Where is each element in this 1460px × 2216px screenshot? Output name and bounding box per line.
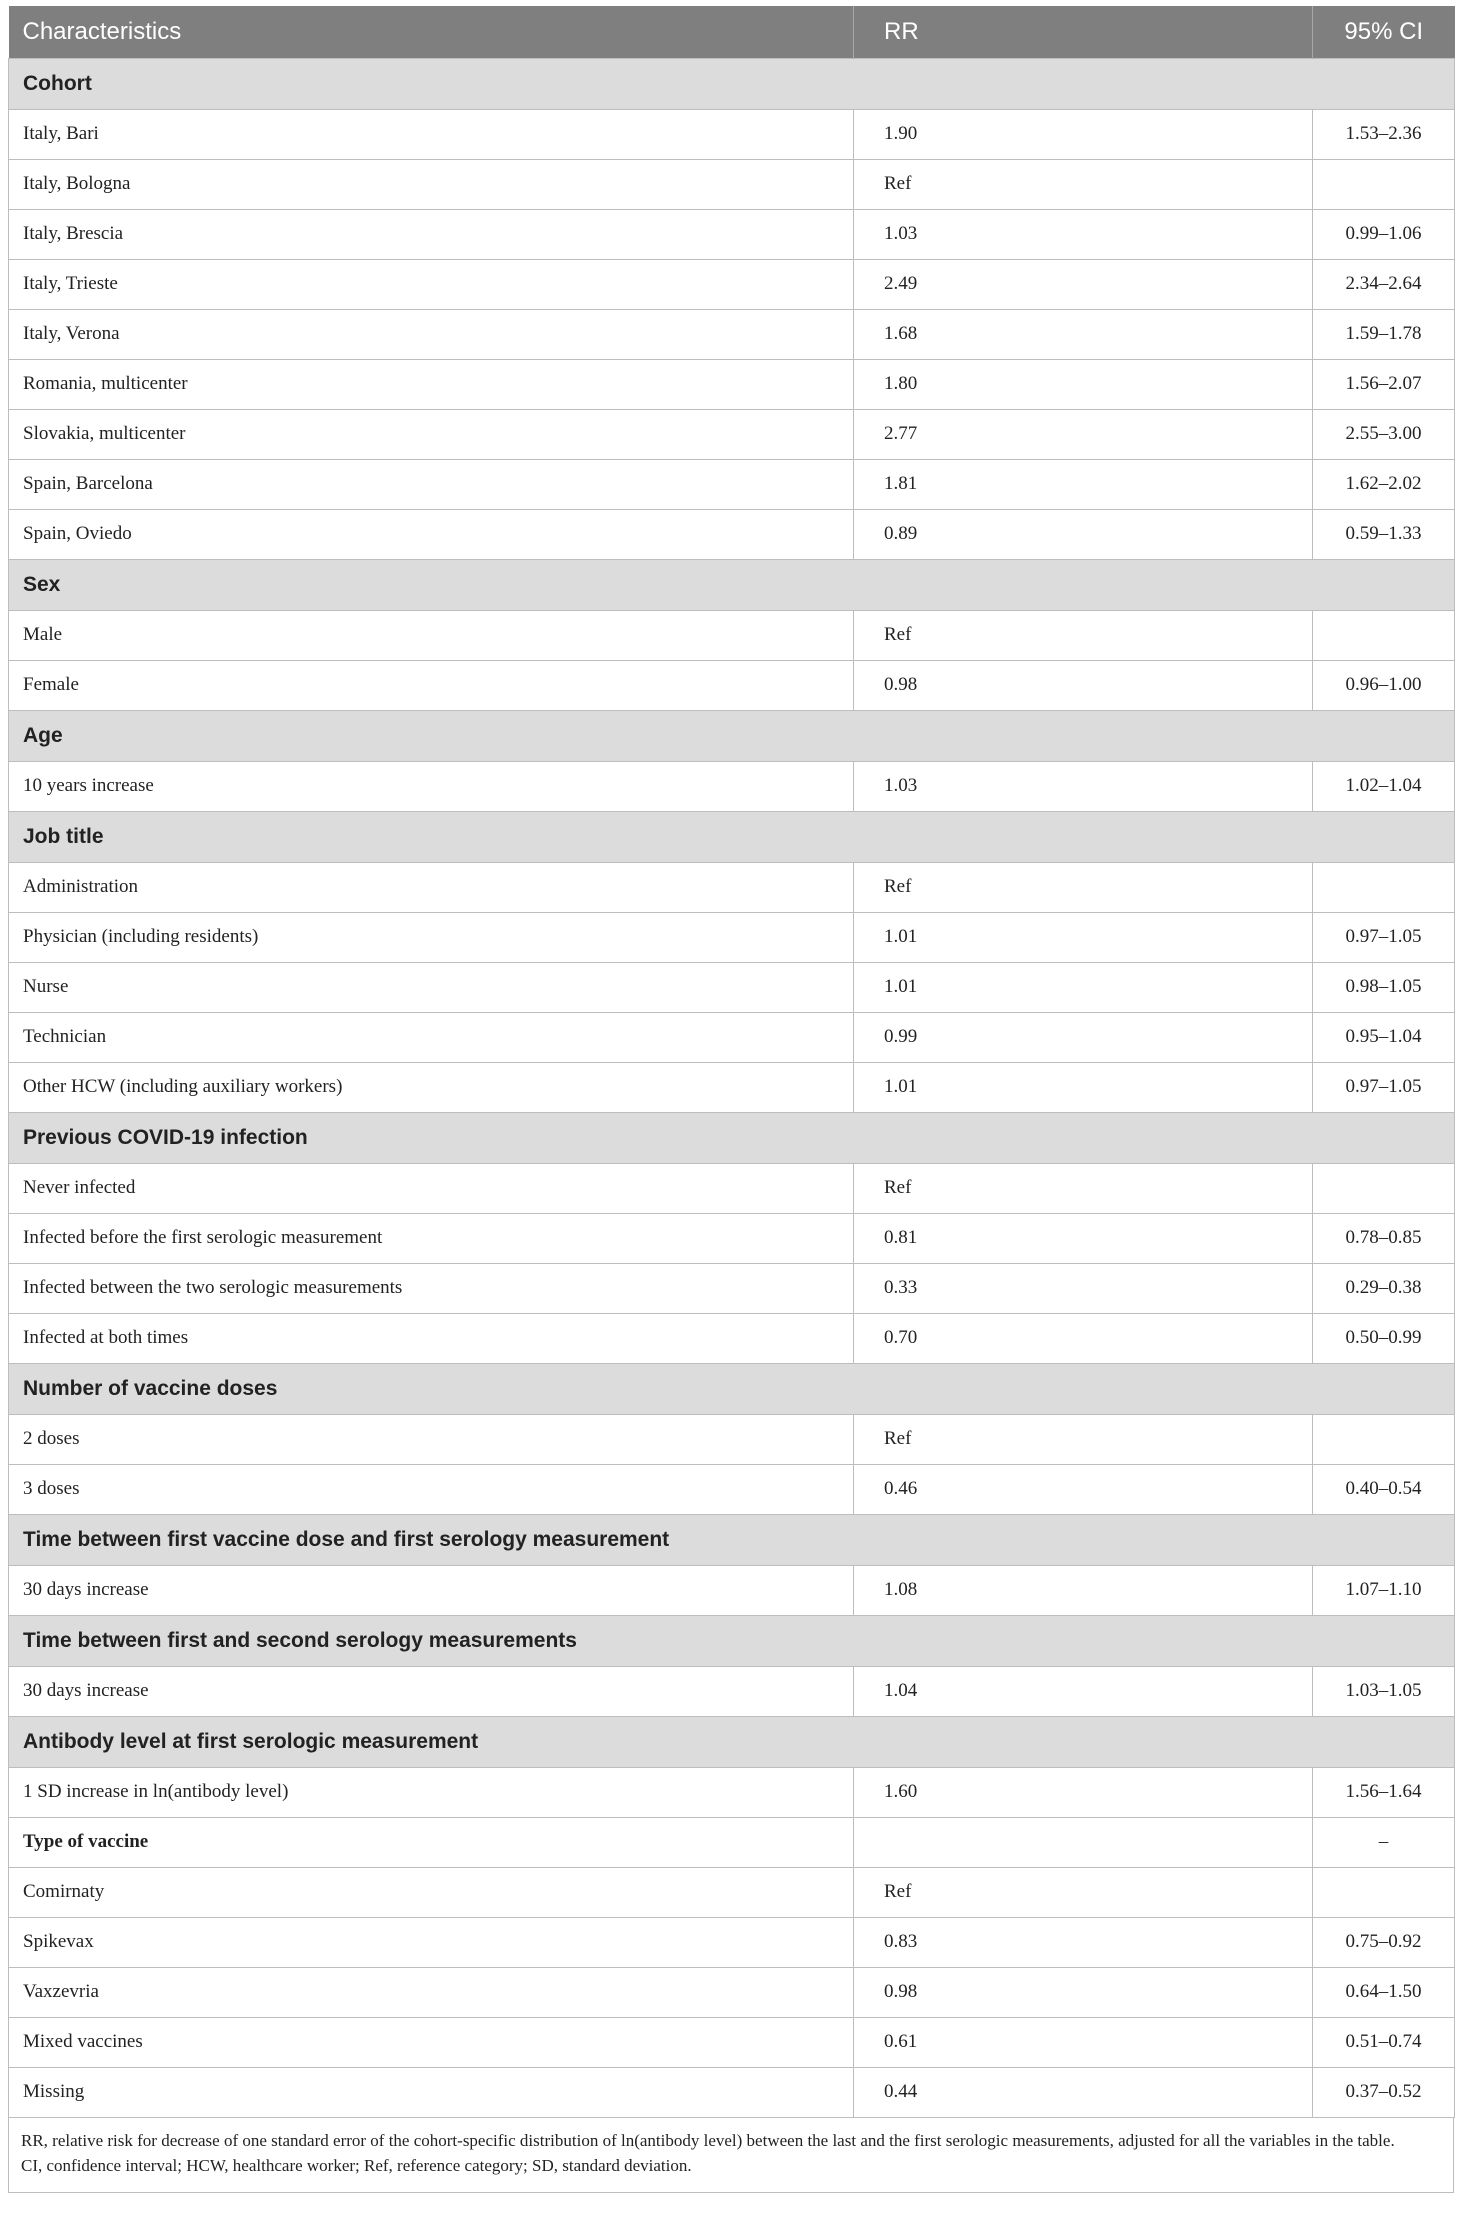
row-label: 1 SD increase in ln(antibody level) xyxy=(9,1767,854,1817)
row-rr: 1.03 xyxy=(854,761,1313,811)
table-row xyxy=(9,1767,1455,1817)
table-row xyxy=(9,359,1455,409)
row-ci: 1.07–1.10 xyxy=(1313,1565,1455,1615)
row-ci: 1.56–1.64 xyxy=(1313,1767,1455,1817)
row-label: Italy, Brescia xyxy=(9,209,854,259)
row-rr: Ref xyxy=(854,1414,1313,1464)
table-row xyxy=(9,1464,1455,1514)
row-ci: 1.56–2.07 xyxy=(1313,359,1455,409)
row-rr: 1.80 xyxy=(854,359,1313,409)
row-rr: 0.89 xyxy=(854,509,1313,559)
row-label: 3 doses xyxy=(9,1464,854,1514)
row-ci xyxy=(1313,1867,1455,1917)
row-label: Type of vaccine xyxy=(9,1817,854,1867)
row-label: 2 doses xyxy=(9,1414,854,1464)
row-label: Male xyxy=(9,610,854,660)
row-label: Italy, Bari xyxy=(9,109,854,159)
row-rr: Ref xyxy=(854,1163,1313,1213)
row-label: Vaxzevria xyxy=(9,1967,854,2017)
row-rr: 0.70 xyxy=(854,1313,1313,1363)
footnote: CI, confidence interval; HCW, healthcare worker; Ref, reference category; SD, standard deviation. xyxy=(21,2155,692,2175)
row-ci: 0.51–0.74 xyxy=(1313,2017,1455,2067)
row-ci xyxy=(1313,1414,1455,1464)
row-label: Physician (including residents) xyxy=(9,912,854,962)
row-label: Never infected xyxy=(9,1163,854,1213)
table-row xyxy=(9,1263,1455,1313)
section-header-row xyxy=(9,1514,1455,1565)
table-row xyxy=(9,761,1455,811)
section-header-row xyxy=(9,559,1455,610)
table-row xyxy=(9,1666,1455,1716)
table-row xyxy=(9,610,1455,660)
table-row xyxy=(9,2067,1455,2117)
table-row xyxy=(9,1867,1455,1917)
row-rr: Ref xyxy=(854,1867,1313,1917)
section-header-row xyxy=(9,58,1455,109)
section-title: Antibody level at first serologic measurement xyxy=(9,1716,1455,1767)
row-label: 10 years increase xyxy=(9,761,854,811)
row-label: 30 days increase xyxy=(9,1666,854,1716)
row-ci xyxy=(1313,1163,1455,1213)
section-header-row xyxy=(9,1716,1455,1767)
row-rr: 1.01 xyxy=(854,962,1313,1012)
table-footnotes xyxy=(8,2118,1454,2193)
table-row xyxy=(9,309,1455,359)
header-characteristics: Characteristics xyxy=(9,6,854,58)
table-row xyxy=(9,2017,1455,2067)
row-ci: 0.29–0.38 xyxy=(1313,1263,1455,1313)
results-table-container xyxy=(8,6,1454,2193)
row-rr: 0.83 xyxy=(854,1917,1313,1967)
row-rr: 1.68 xyxy=(854,309,1313,359)
row-label: Romania, multicenter xyxy=(9,359,854,409)
row-rr: 1.90 xyxy=(854,109,1313,159)
row-rr: 1.08 xyxy=(854,1565,1313,1615)
results-table xyxy=(8,6,1455,2118)
row-label: Slovakia, multicenter xyxy=(9,409,854,459)
row-label: Comirnaty xyxy=(9,1867,854,1917)
section-header-row xyxy=(9,811,1455,862)
table-row xyxy=(9,862,1455,912)
table-row xyxy=(9,962,1455,1012)
row-label: Italy, Verona xyxy=(9,309,854,359)
row-ci xyxy=(1313,159,1455,209)
row-ci: 0.59–1.33 xyxy=(1313,509,1455,559)
row-rr xyxy=(854,1817,1313,1867)
table-row xyxy=(9,209,1455,259)
row-ci: 0.75–0.92 xyxy=(1313,1917,1455,1967)
row-ci: 0.40–0.54 xyxy=(1313,1464,1455,1514)
table-row xyxy=(9,459,1455,509)
row-label: Spain, Barcelona xyxy=(9,459,854,509)
row-label: Infected at both times xyxy=(9,1313,854,1363)
row-rr: Ref xyxy=(854,159,1313,209)
row-ci: 0.97–1.05 xyxy=(1313,1062,1455,1112)
table-row xyxy=(9,1012,1455,1062)
row-ci: 0.50–0.99 xyxy=(1313,1313,1455,1363)
row-label: 30 days increase xyxy=(9,1565,854,1615)
table-row xyxy=(9,509,1455,559)
row-rr: 1.03 xyxy=(854,209,1313,259)
table-row xyxy=(9,1917,1455,1967)
table-row xyxy=(9,109,1455,159)
row-ci: 0.98–1.05 xyxy=(1313,962,1455,1012)
row-ci: 1.53–2.36 xyxy=(1313,109,1455,159)
row-rr: 1.01 xyxy=(854,1062,1313,1112)
table-row xyxy=(9,1163,1455,1213)
row-rr: 2.77 xyxy=(854,409,1313,459)
table-row xyxy=(9,1565,1455,1615)
row-label: Italy, Trieste xyxy=(9,259,854,309)
row-rr: 0.33 xyxy=(854,1263,1313,1313)
row-rr: 0.46 xyxy=(854,1464,1313,1514)
table-row xyxy=(9,1313,1455,1363)
row-rr: 0.61 xyxy=(854,2017,1313,2067)
section-title: Number of vaccine doses xyxy=(9,1363,1455,1414)
row-label: Other HCW (including auxiliary workers) xyxy=(9,1062,854,1112)
row-rr: 0.98 xyxy=(854,1967,1313,2017)
section-title: Sex xyxy=(9,559,1455,610)
section-header-row xyxy=(9,1363,1455,1414)
row-ci: 1.62–2.02 xyxy=(1313,459,1455,509)
row-label: Infected between the two serologic measurements xyxy=(9,1263,854,1313)
section-title: Time between first and second serology measurements xyxy=(9,1615,1455,1666)
row-ci: – xyxy=(1313,1817,1455,1867)
row-rr: 1.81 xyxy=(854,459,1313,509)
row-rr: Ref xyxy=(854,610,1313,660)
row-rr: 1.04 xyxy=(854,1666,1313,1716)
row-rr: 2.49 xyxy=(854,259,1313,309)
table-row xyxy=(9,660,1455,710)
row-ci: 0.96–1.00 xyxy=(1313,660,1455,710)
section-title: Time between first vaccine dose and first serology measurement xyxy=(9,1514,1455,1565)
row-ci: 2.34–2.64 xyxy=(1313,259,1455,309)
row-label: Infected before the first serologic measurement xyxy=(9,1213,854,1263)
row-ci: 0.64–1.50 xyxy=(1313,1967,1455,2017)
row-ci: 0.99–1.06 xyxy=(1313,209,1455,259)
row-ci: 2.55–3.00 xyxy=(1313,409,1455,459)
table-row xyxy=(9,1967,1455,2017)
row-ci: 1.02–1.04 xyxy=(1313,761,1455,811)
table-row xyxy=(9,912,1455,962)
table-row xyxy=(9,1062,1455,1112)
table-row xyxy=(9,1817,1455,1867)
section-title: Job title xyxy=(9,811,1455,862)
row-label: Mixed vaccines xyxy=(9,2017,854,2067)
row-label: Missing xyxy=(9,2067,854,2117)
row-ci: 0.37–0.52 xyxy=(1313,2067,1455,2117)
section-header-row xyxy=(9,1112,1455,1163)
row-ci xyxy=(1313,862,1455,912)
row-rr: 1.60 xyxy=(854,1767,1313,1817)
row-rr: 0.98 xyxy=(854,660,1313,710)
footnote: RR, relative risk for decrease of one standard error of the cohort-specific distribution of ln(antibody level) between the last and the first serologic measurements, adjusted for all the variables in the table. xyxy=(21,2130,1395,2150)
table-row xyxy=(9,1414,1455,1464)
row-ci: 0.97–1.05 xyxy=(1313,912,1455,962)
row-label: Administration xyxy=(9,862,854,912)
row-label: Nurse xyxy=(9,962,854,1012)
section-header-row xyxy=(9,1615,1455,1666)
table-row xyxy=(9,259,1455,309)
header-rr: RR xyxy=(854,6,1313,58)
row-ci xyxy=(1313,610,1455,660)
row-label: Technician xyxy=(9,1012,854,1062)
row-ci: 1.59–1.78 xyxy=(1313,309,1455,359)
header-ci: 95% CI xyxy=(1313,6,1455,58)
row-label: Italy, Bologna xyxy=(9,159,854,209)
table-row xyxy=(9,409,1455,459)
row-ci: 0.95–1.04 xyxy=(1313,1012,1455,1062)
table-header-row xyxy=(9,6,1455,58)
table-row xyxy=(9,1213,1455,1263)
row-rr: 0.81 xyxy=(854,1213,1313,1263)
row-rr: Ref xyxy=(854,862,1313,912)
section-title: Previous COVID-19 infection xyxy=(9,1112,1455,1163)
table-body xyxy=(9,58,1455,2117)
table-row xyxy=(9,159,1455,209)
section-title: Cohort xyxy=(9,58,1455,109)
row-rr: 1.01 xyxy=(854,912,1313,962)
row-ci: 0.78–0.85 xyxy=(1313,1213,1455,1263)
section-title: Age xyxy=(9,710,1455,761)
section-header-row xyxy=(9,710,1455,761)
row-label: Spain, Oviedo xyxy=(9,509,854,559)
row-rr: 0.99 xyxy=(854,1012,1313,1062)
row-ci: 1.03–1.05 xyxy=(1313,1666,1455,1716)
row-rr: 0.44 xyxy=(854,2067,1313,2117)
row-label: Spikevax xyxy=(9,1917,854,1967)
row-label: Female xyxy=(9,660,854,710)
